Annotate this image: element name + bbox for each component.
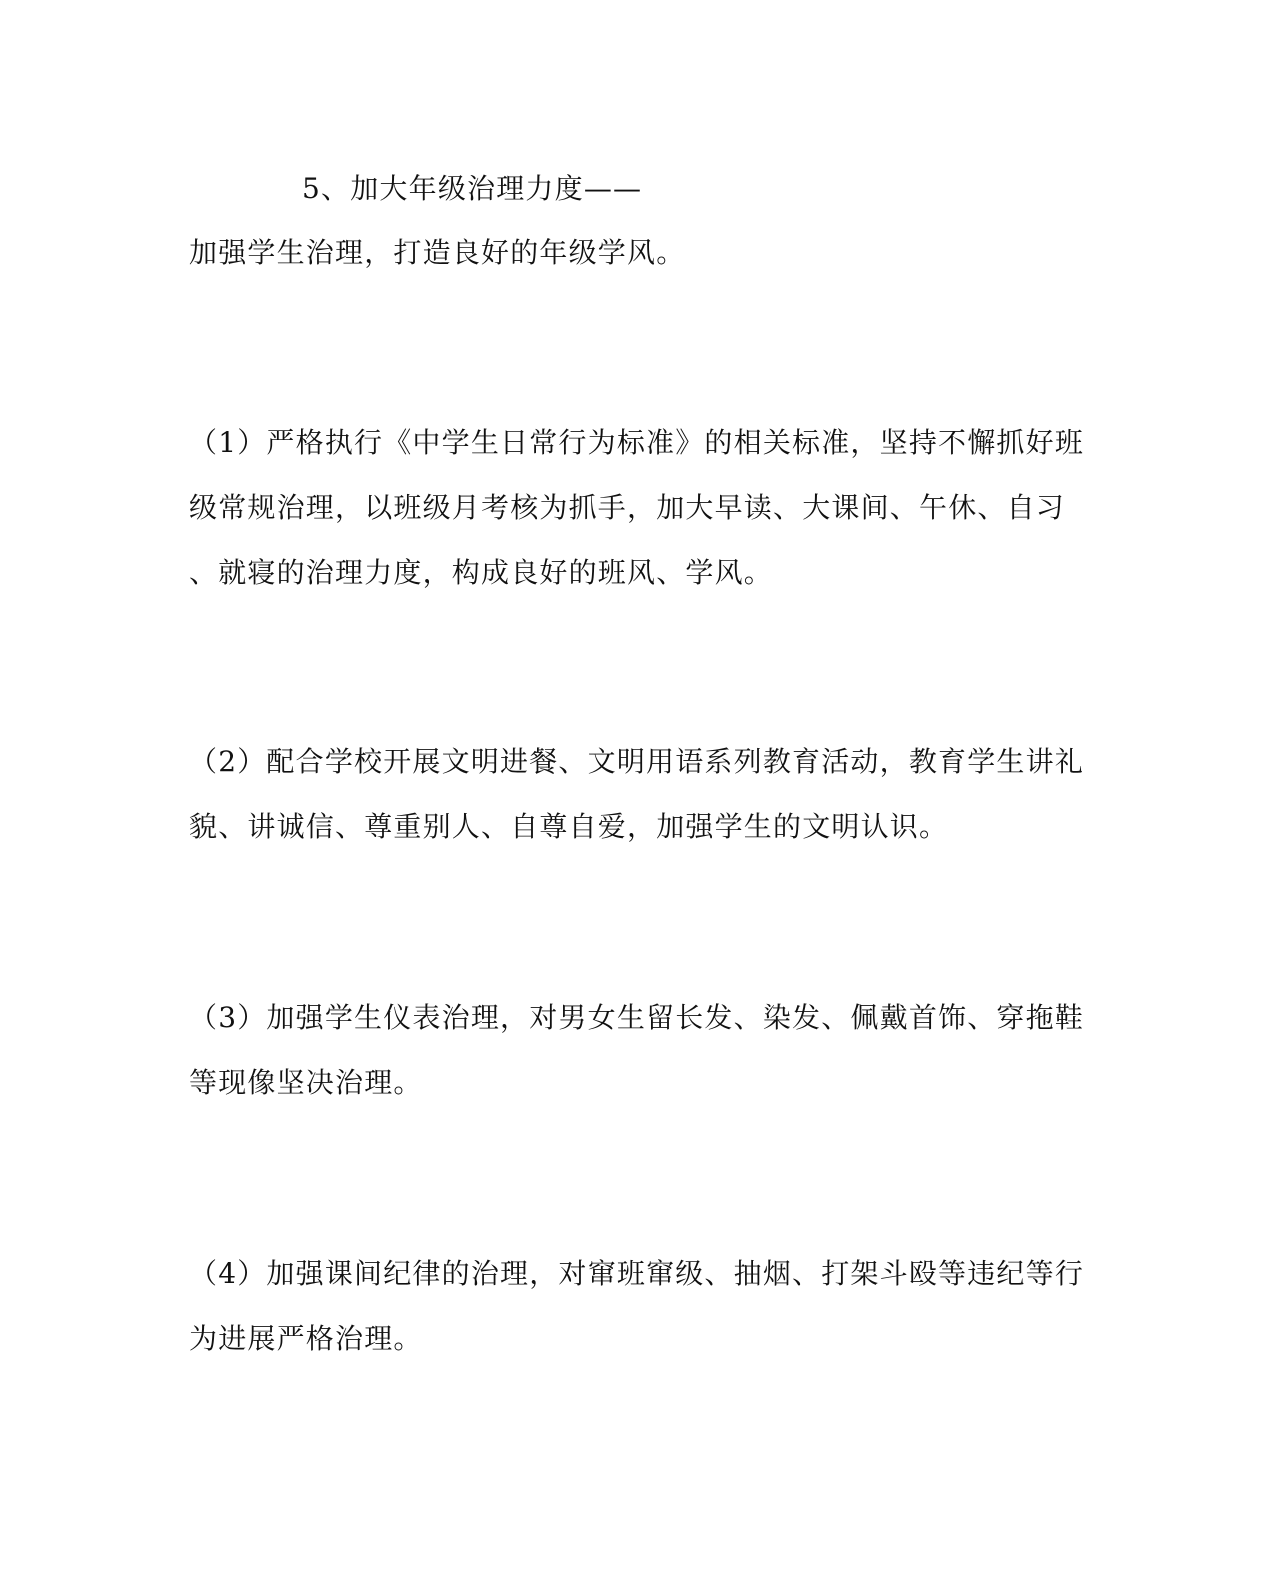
paragraph-2-line-2: 貌、讲诚信、尊重别人、自尊自爱，加强学生的文明认识。 <box>189 810 949 843</box>
section-heading-continuation: 加强学生治理，打造良好的年级学风。 <box>189 236 686 269</box>
paragraph-1-line-1: （1）严格执行《中学生日常行为标准》的相关标准，坚持不懈抓好班 <box>189 426 1085 459</box>
paragraph-4-line-2: 为进展严格治理。 <box>189 1322 423 1355</box>
paragraph-4-line-1: （4）加强课间纪律的治理，对窜班窜级、抽烟、打架斗殴等违纪等行 <box>189 1257 1085 1290</box>
paragraph-1-line-2: 级常规治理，以班级月考核为抓手，加大早读、大课间、午休、自习 <box>189 491 1066 524</box>
paragraph-2-line-1: （2）配合学校开展文明进餐、文明用语系列教育活动，教育学生讲礼 <box>189 745 1085 778</box>
paragraph-3-line-1: （3）加强学生仪表治理，对男女生留长发、染发、佩戴首饰、穿拖鞋 <box>189 1001 1085 1034</box>
section-heading: 5、加大年级治理力度—— <box>302 172 643 205</box>
paragraph-1-line-3: 、就寝的治理力度，构成良好的班风、学风。 <box>189 556 774 589</box>
paragraph-3-line-2: 等现像坚决治理。 <box>189 1066 423 1099</box>
